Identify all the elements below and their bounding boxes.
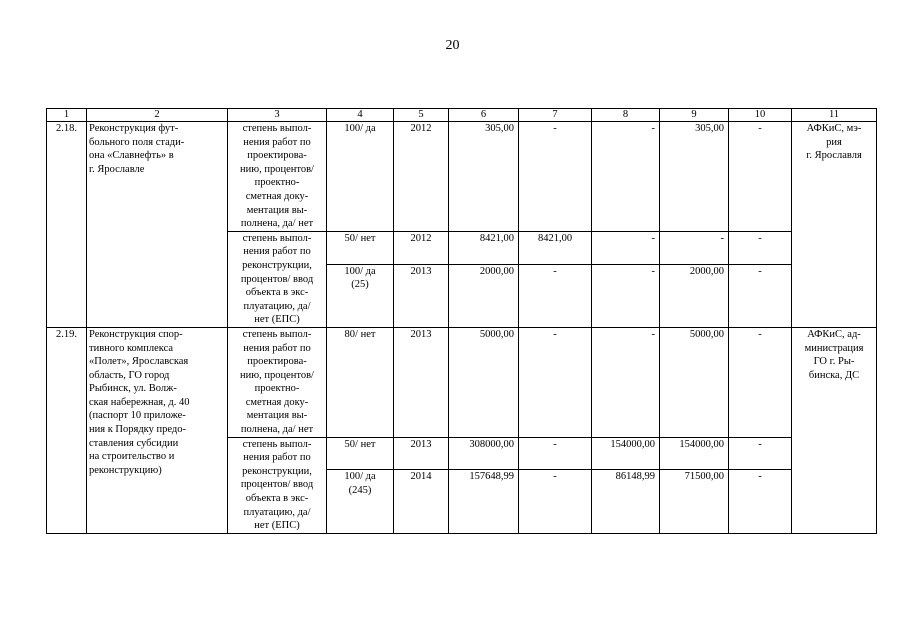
table-row: [47, 122, 877, 232]
col10-cell: -: [729, 327, 792, 437]
total-cell: 8421,00: [449, 231, 519, 264]
indicator-cell: степень выпол- нения работ по проектирова- нию, процентов/ проектно- сметная доку- ментация вы- полнена, да/ нет: [228, 327, 327, 437]
value-cell: 50/ нет: [327, 437, 394, 470]
year-cell: 2012: [394, 231, 449, 264]
col10-cell: -: [729, 122, 792, 232]
total-cell: 305,00: [449, 122, 519, 232]
column-header-1: 1: [47, 109, 87, 122]
col7-cell: -: [519, 470, 592, 533]
value-cell: 100/ да: [327, 122, 394, 232]
header-row: [47, 109, 877, 122]
executor-cell: АФКиС, ад- министрация ГО г. Ры- бинска, ДС: [792, 327, 877, 533]
column-header-6: 6: [449, 109, 519, 122]
column-header-11: 11: [792, 109, 877, 122]
col10-cell: -: [729, 264, 792, 327]
total-cell: 5000,00: [449, 327, 519, 437]
col8-cell: 86148,99: [592, 470, 660, 533]
value-cell: 100/ да (25): [327, 264, 394, 327]
year-cell: 2013: [394, 437, 449, 470]
col8-cell: -: [592, 122, 660, 232]
indicator-cell: степень выпол- нения работ по проектирова- нию, процентов/ проектно- сметная доку- ментация вы- полнена, да/ нет: [228, 122, 327, 232]
col7-cell: -: [519, 264, 592, 327]
page-number: 20: [445, 38, 460, 53]
column-header-10: 10: [729, 109, 792, 122]
item-name: Реконструкция фут- больного поля стади- она «Славнефть» в г. Ярославле: [87, 122, 228, 328]
col7-cell: 8421,00: [519, 231, 592, 264]
column-header-4: 4: [327, 109, 394, 122]
indicator-cell: степень выпол- нения работ по реконструкции, процентов/ ввод объекта в экс- плуатацию, да/ нет (ЕПС): [228, 437, 327, 533]
col9-cell: 2000,00: [660, 264, 729, 327]
item-name: Реконструкция спор- тивного комплекса «Полет», Ярославская область, ГО город Рыбинск, ул. Волж- ская набережная, д. 40 (паспорт 10 приложе- ния к Порядку предо- ставления субсидии на строительство и реконструкцию): [87, 327, 228, 533]
column-header-9: 9: [660, 109, 729, 122]
col8-cell: -: [592, 327, 660, 437]
col9-cell: 305,00: [660, 122, 729, 232]
col10-cell: -: [729, 470, 792, 533]
column-header-5: 5: [394, 109, 449, 122]
column-header-3: 3: [228, 109, 327, 122]
value-cell: 80/ нет: [327, 327, 394, 437]
total-cell: 308000,00: [449, 437, 519, 470]
program-table: [46, 108, 877, 534]
col9-cell: 5000,00: [660, 327, 729, 437]
column-header-8: 8: [592, 109, 660, 122]
column-header-7: 7: [519, 109, 592, 122]
year-cell: 2014: [394, 470, 449, 533]
col7-cell: -: [519, 122, 592, 232]
year-cell: 2013: [394, 327, 449, 437]
total-cell: 2000,00: [449, 264, 519, 327]
table-row: [47, 327, 877, 437]
year-cell: 2012: [394, 122, 449, 232]
col7-cell: -: [519, 437, 592, 470]
year-cell: 2013: [394, 264, 449, 327]
col9-cell: 154000,00: [660, 437, 729, 470]
total-cell: 157648,99: [449, 470, 519, 533]
value-cell: 100/ да (245): [327, 470, 394, 533]
col8-cell: 154000,00: [592, 437, 660, 470]
col10-cell: -: [729, 231, 792, 264]
executor-cell: АФКиС, мэ- рия г. Ярославля: [792, 122, 877, 328]
item-number: 2.18.: [47, 122, 87, 328]
col8-cell: -: [592, 264, 660, 327]
indicator-cell: степень выпол- нения работ по реконструкции, процентов/ ввод объекта в экс- плуатацию, да/ нет (ЕПС): [228, 231, 327, 327]
value-cell: 50/ нет: [327, 231, 394, 264]
col9-cell: -: [660, 231, 729, 264]
col10-cell: -: [729, 437, 792, 470]
item-number: 2.19.: [47, 327, 87, 533]
col8-cell: -: [592, 231, 660, 264]
col7-cell: -: [519, 327, 592, 437]
col9-cell: 71500,00: [660, 470, 729, 533]
column-header-2: 2: [87, 109, 228, 122]
